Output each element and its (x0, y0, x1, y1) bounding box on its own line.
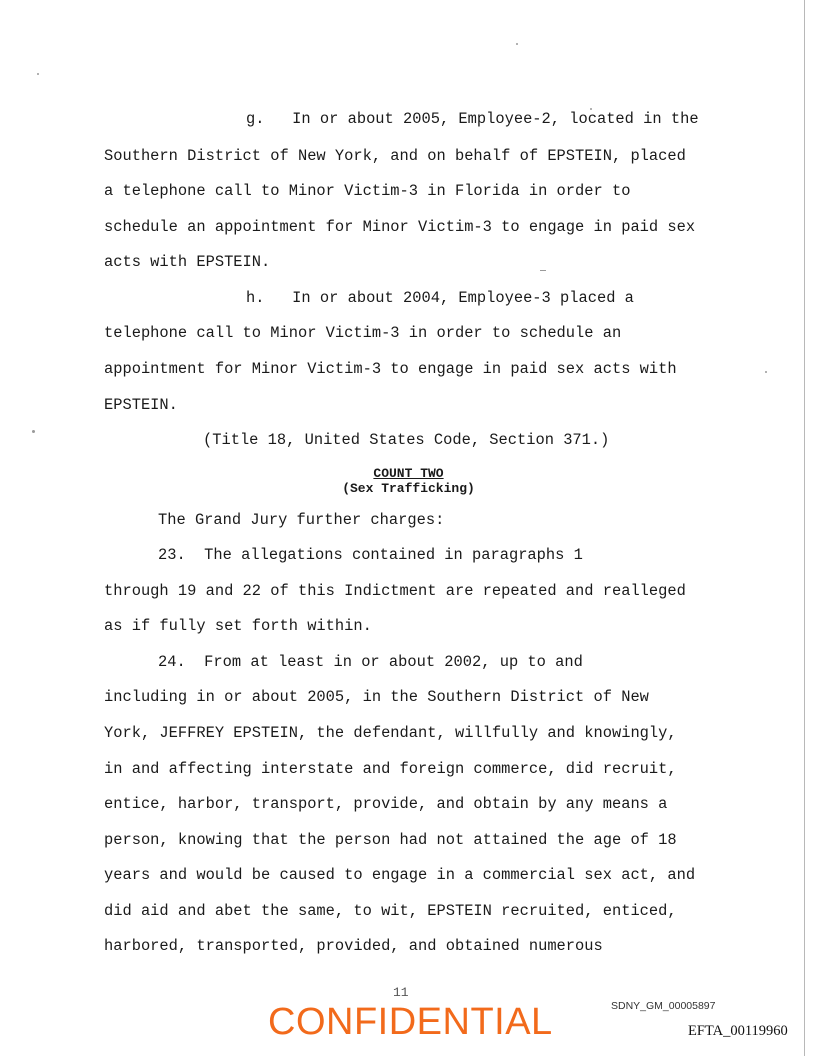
citation-line: (Title 18, United States Code, Section 371.) (203, 431, 610, 449)
scan-speck (37, 73, 39, 75)
paragraph-line: years and would be caused to engage in a commercial sex act, and (104, 866, 696, 884)
paragraph-line: harbored, transported, provided, and obtained numerous (104, 937, 603, 955)
scan-edge-line (804, 0, 805, 1056)
paragraph-line: Southern District of New York, and on behalf of EPSTEIN, placed (104, 147, 686, 165)
paragraph-line: person, knowing that the person had not attained the age of 18 (104, 831, 677, 849)
paragraph-line: appointment for Minor Victim-3 to engage in paid sex acts with (104, 360, 677, 378)
paragraph-line: 23. The allegations contained in paragraphs 1 (158, 546, 583, 564)
bates-number: SDNY_GM_00005897 (611, 1000, 716, 1012)
scan-speck (516, 43, 518, 45)
count-subheading: (Sex Trafficking) (342, 481, 475, 496)
page-number: 11 (393, 985, 409, 1000)
paragraph-line: g. In or about 2005, Employee-2, located in the (246, 110, 699, 128)
paragraph-line: did aid and abet the same, to wit, EPSTEIN recruited, enticed, (104, 902, 677, 920)
scan-speck (32, 430, 35, 433)
confidential-stamp: CONFIDENTIAL (268, 1001, 553, 1043)
paragraph-line: as if fully set forth within. (104, 617, 372, 635)
efta-number: EFTA_00119960 (688, 1023, 788, 1039)
paragraph-line: EPSTEIN. (104, 396, 178, 414)
count-heading: COUNT TWO (373, 466, 444, 481)
paragraph-line: schedule an appointment for Minor Victim-3 to engage in paid sex (104, 218, 696, 236)
paragraph-line: The Grand Jury further charges: (158, 511, 445, 529)
paragraph-line: in and affecting interstate and foreign commerce, did recruit, (104, 760, 677, 778)
scan-speck (540, 270, 546, 271)
paragraph-line: entice, harbor, transport, provide, and obtain by any means a (104, 795, 668, 813)
paragraph-line: 24. From at least in or about 2002, up to and (158, 653, 583, 671)
paragraph-line: a telephone call to Minor Victim-3 in Florida in order to (104, 182, 631, 200)
paragraph-line: acts with EPSTEIN. (104, 253, 271, 271)
paragraph-line: York, JEFFREY EPSTEIN, the defendant, willfully and knowingly, (104, 724, 677, 742)
paragraph-line: through 19 and 22 of this Indictment are repeated and realleged (104, 582, 686, 600)
paragraph-line: h. In or about 2004, Employee-3 placed a (246, 289, 634, 307)
scan-speck (765, 371, 767, 373)
paragraph-line: telephone call to Minor Victim-3 in order to schedule an (104, 324, 622, 342)
paragraph-line: including in or about 2005, in the Southern District of New (104, 688, 649, 706)
